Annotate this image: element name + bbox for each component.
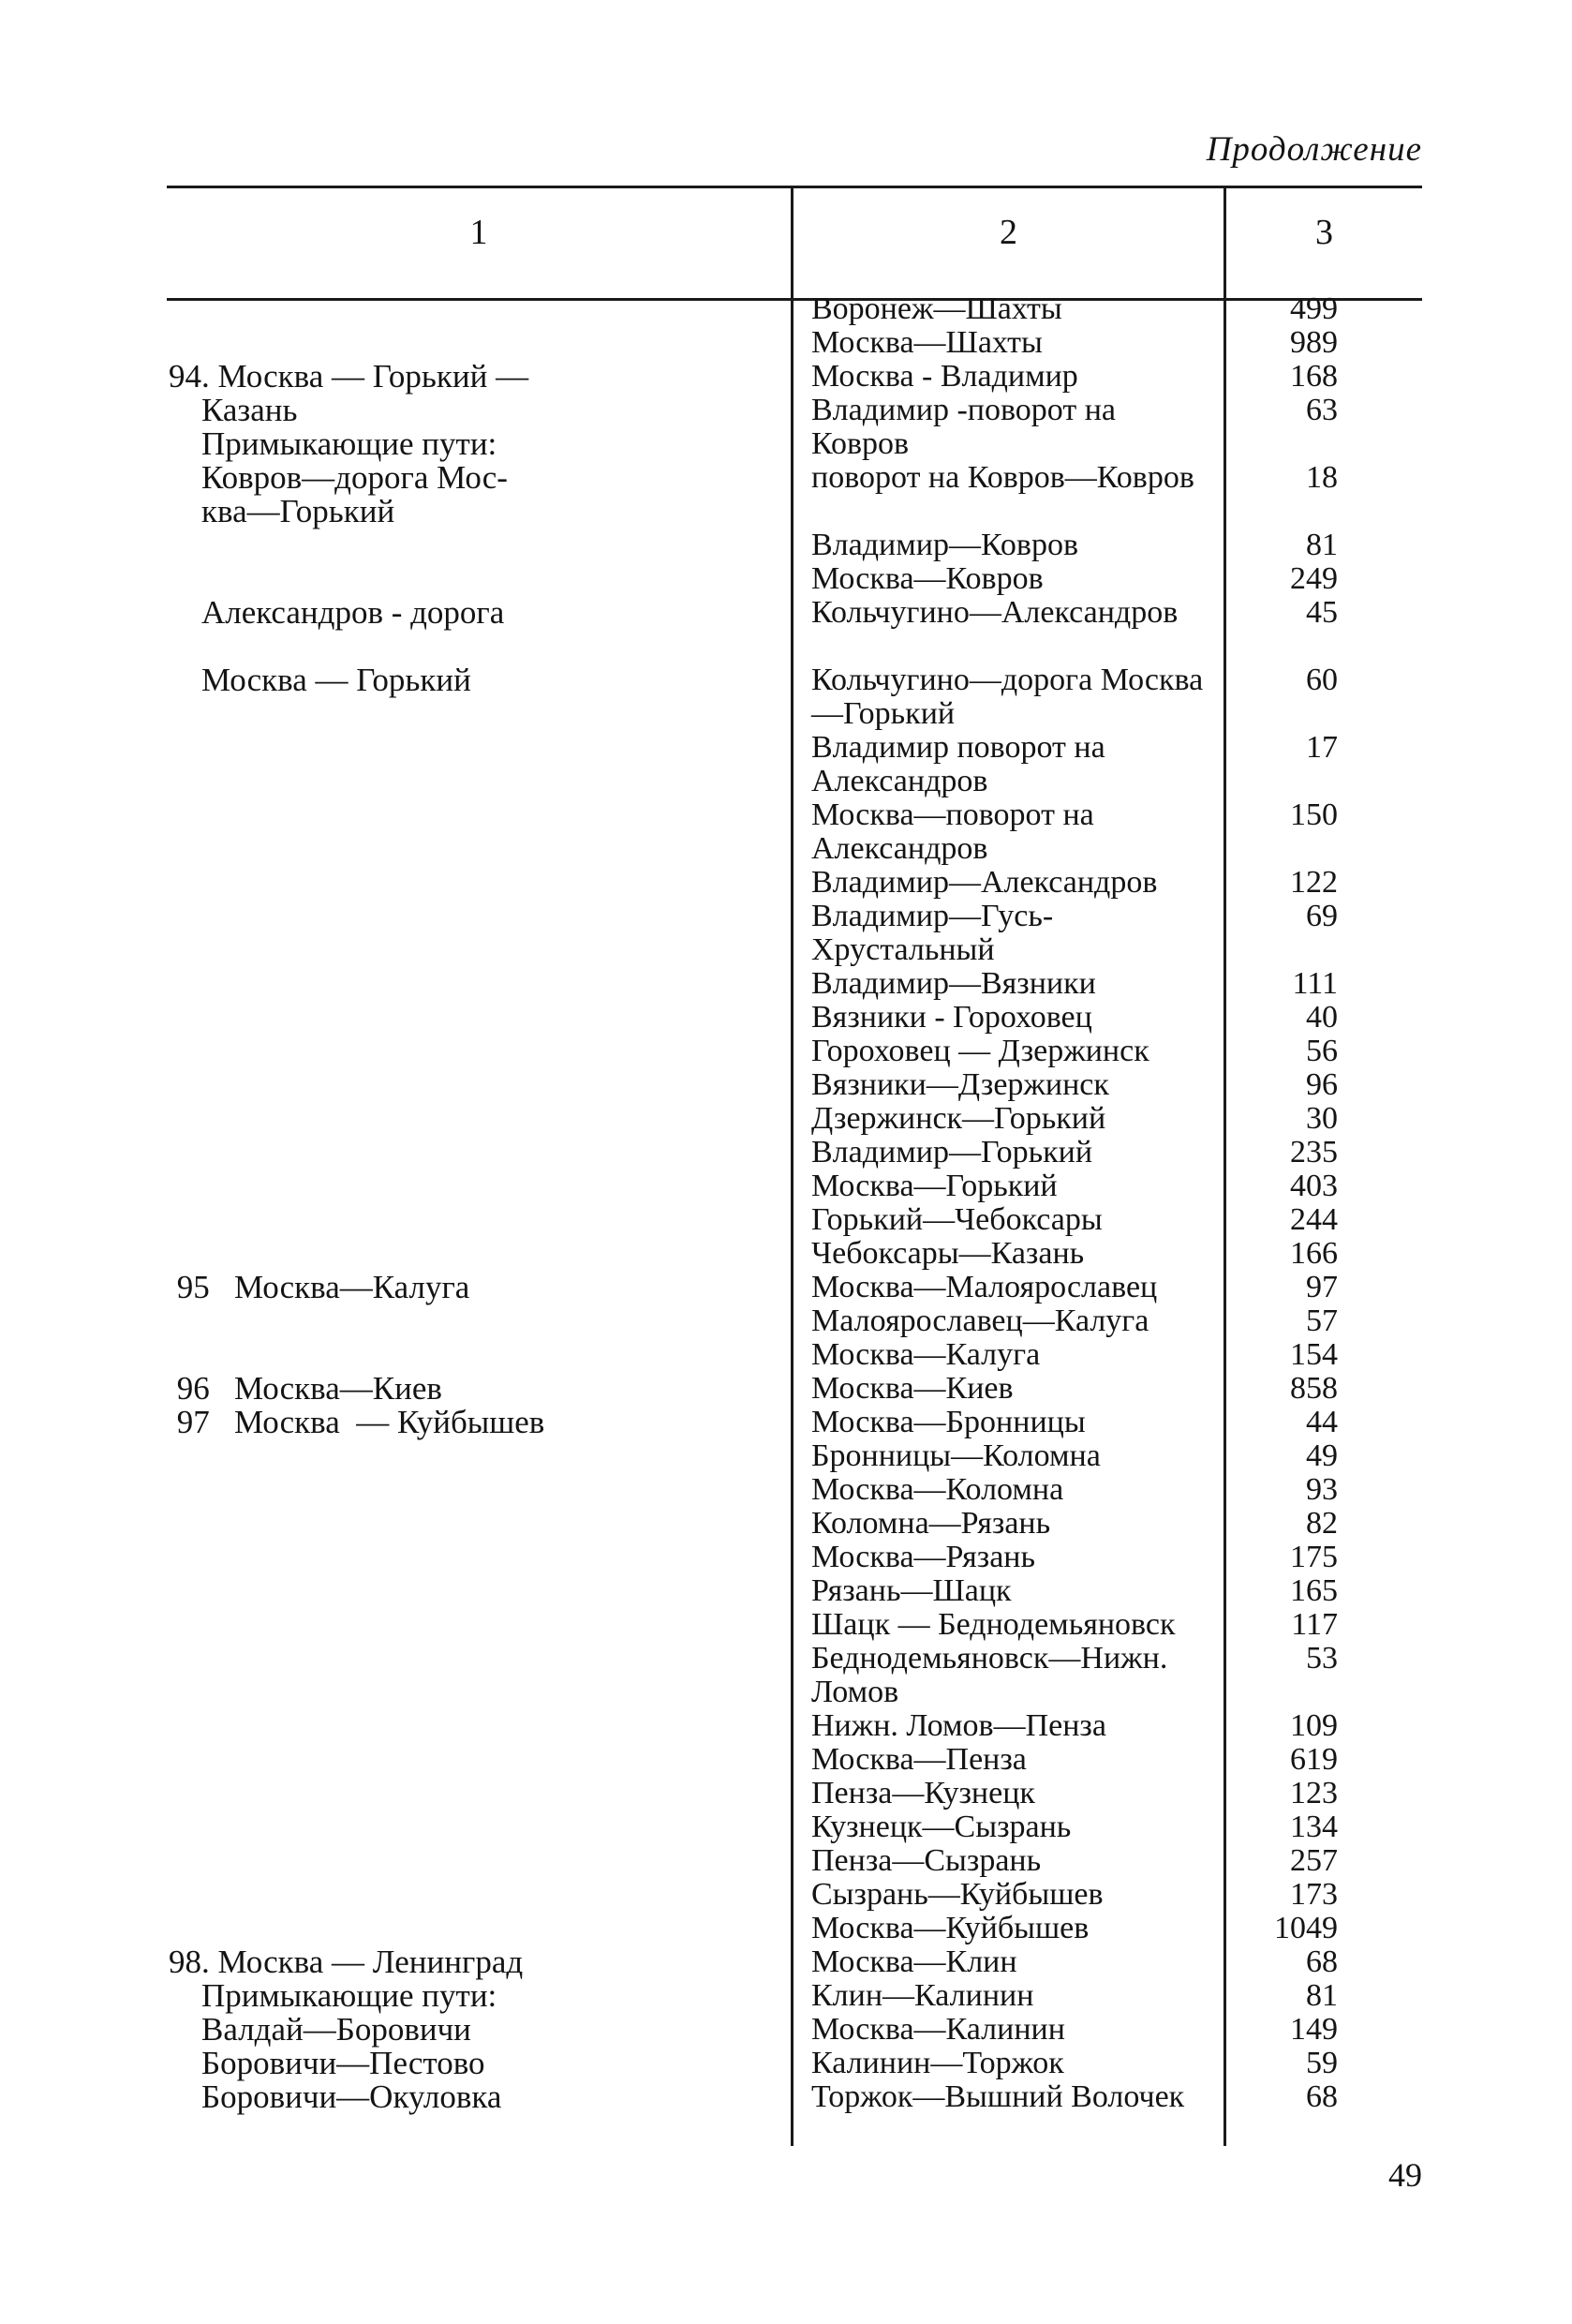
route-distance: 117 [1291,1607,1338,1642]
route-name: Коломна—Рязань [811,1506,1051,1541]
route-distance: 175 [1290,1540,1338,1574]
header-bottom-rule [167,298,1422,301]
route-distance: 173 [1290,1877,1338,1912]
route-distance: 59 [1306,2046,1338,2080]
route-name: Чебоксары—Казань [811,1236,1085,1271]
route-name: Малоярославец—Калуга [811,1304,1149,1338]
route-distance: 17 [1306,730,1338,765]
route-distance: 168 [1290,359,1338,394]
route-distance: 109 [1290,1708,1338,1743]
route-distance: 93 [1306,1472,1338,1507]
route-name: Москва—Калуга [811,1337,1041,1372]
route-name: Кузнецк—Сызрань [811,1810,1072,1844]
route-distance: 40 [1306,1000,1338,1035]
header-top-rule [167,186,1422,188]
route-name: Владимир -поворот на Ковров [811,393,1116,461]
route-distance: 403 [1290,1169,1338,1203]
route-distance: 97 [1306,1270,1338,1304]
route-distance: 68 [1306,2079,1338,2114]
route-distance: 1049 [1274,1911,1338,1945]
route-name: Москва—Киев [811,1371,1014,1406]
route-name: Владимир поворот на Александров [811,730,1105,798]
route-name: Москва—Коломна [811,1472,1064,1507]
route-name: Шацк — Беднодемьяновск [811,1607,1176,1642]
route-name: Кольчугино—дорога Москва—Горький [811,663,1204,731]
route-name: Владимир—Вязники [811,966,1096,1001]
route-name: Воронеж—Шахты [811,291,1062,326]
route-distance: 30 [1306,1101,1338,1136]
route-distance: 858 [1290,1371,1338,1406]
route-name: Москва—Малоярославец [811,1270,1158,1304]
route-distance: 166 [1290,1236,1338,1271]
region-entry: 95 Москва—Калуга [169,1269,470,1305]
route-distance: 81 [1306,528,1338,562]
route-distance: 249 [1290,561,1338,596]
route-name: Москва—Рязань [811,1540,1036,1574]
route-distance: 134 [1290,1810,1338,1844]
region-entry: 96 Москва—Киев 97 Москва — Куйбышев [176,1370,545,1440]
route-name: Москва—Ковров [811,561,1044,596]
route-distance: 499 [1290,291,1338,326]
route-distance: 96 [1306,1067,1338,1102]
route-distance: 149 [1290,2012,1338,2047]
route-name: Москва - Владимир [811,359,1078,394]
route-distance: 56 [1306,1034,1338,1068]
route-name: поворот на Ковров—Ковров [811,460,1194,495]
route-distance: 45 [1306,595,1338,630]
route-name: Москва—Горький [811,1169,1058,1203]
route-distance: 18 [1306,460,1338,495]
header-col-1: 1 [469,213,488,252]
route-name: Москва—Калинин [811,2012,1065,2047]
route-name: Пенза—Сызрань [811,1843,1042,1878]
region-entry: 98. Москва — Ленинград Примыкающие пути: Валдай—Боровичи Боровичи—Пестово Боровичи—Окуловка [169,1944,524,2115]
route-name: Москва—Пенза [811,1742,1027,1777]
route-distance: 257 [1290,1843,1338,1878]
route-name: Клин—Калинин [811,1978,1034,2013]
route-name: Рязань—Шацк [811,1573,1012,1608]
route-distance: 44 [1306,1405,1338,1439]
route-name: Владимир—Гусь-Хрустальный [811,899,1054,967]
route-distance: 57 [1306,1304,1338,1338]
route-distance: 68 [1306,1944,1338,1979]
route-name: Торжок—Вышний Волочек [811,2079,1185,2114]
page-number: 49 [1388,2156,1422,2194]
route-distance: 81 [1306,1978,1338,2013]
route-name: Калинин—Торжок [811,2046,1064,2080]
route-distance: 619 [1290,1742,1338,1777]
route-name: Вязники—Дзержинск [811,1067,1109,1102]
route-distance: 154 [1290,1337,1338,1372]
route-distance: 244 [1290,1202,1338,1237]
route-name: Владимир—Александров [811,865,1158,900]
route-distance: 165 [1290,1573,1338,1608]
route-name: Москва—поворот на Александров [811,797,1094,866]
route-name: Гороховец — Дзержинск [811,1034,1149,1068]
route-distance: 989 [1290,325,1338,360]
route-name: Пенза—Кузнецк [811,1776,1035,1810]
route-distance: 111 [1292,966,1338,1001]
route-distance: 122 [1290,865,1338,900]
route-name: Москва—Куйбышев [811,1911,1090,1945]
header-col-3: 3 [1315,213,1333,252]
route-name: Бронницы—Коломна [811,1438,1101,1473]
route-name: Москва—Шахты [811,325,1043,360]
route-name: Нижн. Ломов—Пенза [811,1708,1106,1743]
region-entry: 94. Москва — Горький — Казань Примыкающие пути: Ковров—дорога Мос- ква—Горький [169,358,529,529]
route-distance: 69 [1306,899,1338,933]
route-distance: 235 [1290,1135,1338,1169]
route-name: Москва—Клин [811,1944,1017,1979]
column-divider-2 [1223,186,1226,2146]
route-name: Горький—Чебоксары [811,1202,1103,1237]
column-divider-1 [791,186,793,2146]
route-name: Владимир—Ковров [811,528,1079,562]
route-distance: 82 [1306,1506,1338,1541]
route-name: Вязники - Гороховец [811,1000,1092,1035]
route-distance: 63 [1306,393,1338,427]
route-distance: 60 [1306,663,1338,697]
header-col-2: 2 [1000,213,1017,252]
route-distance: 49 [1306,1438,1338,1473]
route-name: Москва—Бронницы [811,1405,1086,1439]
route-name: Кольчугино—Александров [811,595,1179,630]
route-distance: 150 [1290,797,1338,832]
continuation-label: Продолжение [1206,130,1422,169]
route-name: Сызрань—Куйбышев [811,1877,1104,1912]
route-name: Владимир—Горький [811,1135,1093,1169]
region-entry: Александров - дорога [169,594,505,631]
route-distance: 53 [1306,1641,1338,1676]
route-name: Дзержинск—Горький [811,1101,1106,1136]
route-name: Беднодемьяновск—Нижн. Ломов [811,1641,1168,1709]
region-entry: Москва — Горький [169,662,471,698]
route-distance: 123 [1290,1776,1338,1810]
